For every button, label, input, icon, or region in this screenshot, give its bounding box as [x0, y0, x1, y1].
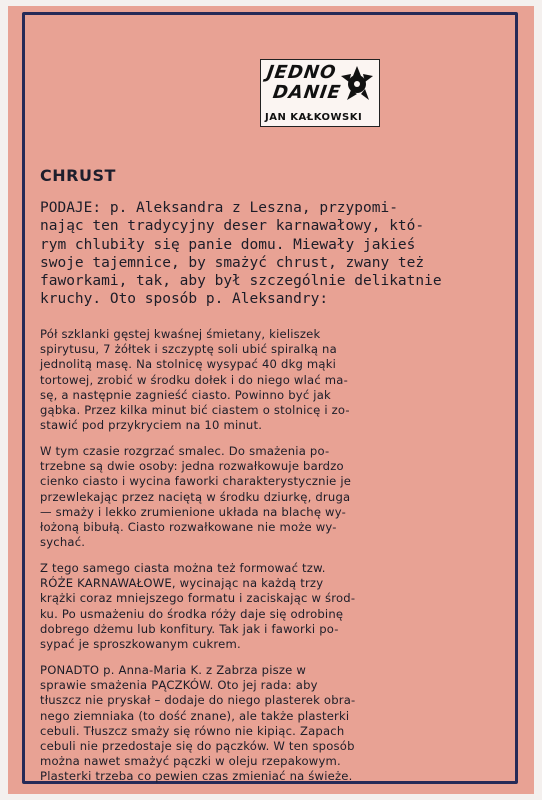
paragraph-line: tłuszcz nie pryskał – dodaje do niego plasterek obra- [40, 693, 356, 708]
paragraph-line: cienko ciasto i wycina faworki charakterystycznie je [40, 474, 352, 489]
paragraph-line: — smaży i lekko zrumienione układa na blachę wy- [40, 504, 346, 519]
paragraph-line: trzebne są dwie osoby: jedna rozwałkowuje bardzo [40, 459, 344, 474]
article-title: CHRUST [40, 166, 116, 185]
paragraph-line: cebuli. Tłuszcz smaży się równo nie kipiąc. Zapach [40, 723, 345, 738]
logo-title-line2: DANIE [271, 82, 343, 103]
paragraph-line: stawić pod przykryciem na 10 minut. [40, 418, 263, 433]
paragraph-line: łożoną bibułą. Ciasto rozwałkowane nie może wy- [40, 520, 337, 535]
intro-line: PODAJE: p. Aleksandra z Leszna, przypomi- [40, 200, 398, 216]
intro-line: swoje tajemnice, by smażyć chrust, zwany też [40, 254, 425, 271]
paragraph-line: PONADTO p. Anna-Maria K. z Zabrza pisze w [40, 663, 307, 677]
newspaper-clipping [8, 6, 534, 794]
flower-emblem-icon [337, 62, 377, 106]
paragraph-line: nego ziemniaka (to dość znane), ale także plasterki [40, 708, 350, 723]
paragraph-line: gąbka. Przez kilka minut bić ciastem o stolnicę i zo- [40, 403, 350, 418]
paragraph-line: Z tego samego ciasta można też formować tzw. [40, 561, 326, 575]
logo-title-line1: JEDNO [265, 62, 338, 83]
column-logo [260, 59, 380, 127]
intro-line: nając ten tradycyjny deser karnawałowy, któ- [40, 218, 425, 235]
paragraph-line: sprawie smażenia PĄCZKÓW. Oto jej rada: aby [40, 678, 318, 693]
paragraph-line: można nawet smażyć pączki w oleju rzepakowym. [40, 754, 341, 769]
paragraph-frying [40, 444, 510, 550]
article-intro [40, 199, 510, 309]
paragraph-recipe [40, 327, 510, 433]
paragraph-line: ku. Po usmażeniu do środka róży daje się odrobinę [40, 606, 344, 621]
paragraph-line: krążki coraz mniejszego formatu i zaciskając w środ- [40, 591, 356, 606]
paragraph-line: W tym czasie rozgrzać smalec. Do smażenia po- [40, 444, 330, 458]
paragraph-line: jednolitą masę. Na stolnicę wysypać 40 dkg mąki [40, 357, 337, 372]
paragraph-line: dobrego dżemu lub konfitury. Tak jak i faworki po- [40, 621, 339, 636]
intro-line: rym chlubiły się panie domu. Miewały jakieś [40, 236, 416, 253]
paragraph-line: Plasterki trzeba co pewien czas zmieniać na świeże. [40, 769, 353, 784]
paragraph-roses [40, 561, 510, 652]
paragraph-line: tortowej, zrobić w środku dołek i do niego wlać ma- [40, 372, 348, 387]
paragraph-line: Pół szklanki gęstej kwaśnej śmietany, kieliszek [40, 327, 321, 341]
paragraph-line: cebuli nie przedostaje się do pączków. W ten sposób [40, 739, 355, 754]
intro-line: faworkami, tak, aby był szczególnie delikatnie [40, 273, 442, 290]
paragraph-line: sychać. [40, 535, 86, 550]
paragraph-line: RÓŻE KARNAWAŁOWE, wycinając na każdą trzy [40, 576, 324, 591]
paragraph-line: spirytusu, 7 żółtek i szczyptę soli ubić spiralką na [40, 342, 337, 357]
paragraph-line: przewlekając przez naciętą w środku dziurkę, druga [40, 489, 351, 504]
paragraph-line: sypać je sproszkowanym cukrem. [40, 637, 241, 652]
intro-line: kruchy. Oto sposób p. Aleksandry: [40, 291, 329, 308]
logo-author: JAN KAŁKOWSKI [265, 112, 363, 123]
paragraph-line: sę, a następnie zagnieść ciasto. Powinno być jak [40, 387, 331, 402]
paragraph-donuts [40, 663, 510, 785]
